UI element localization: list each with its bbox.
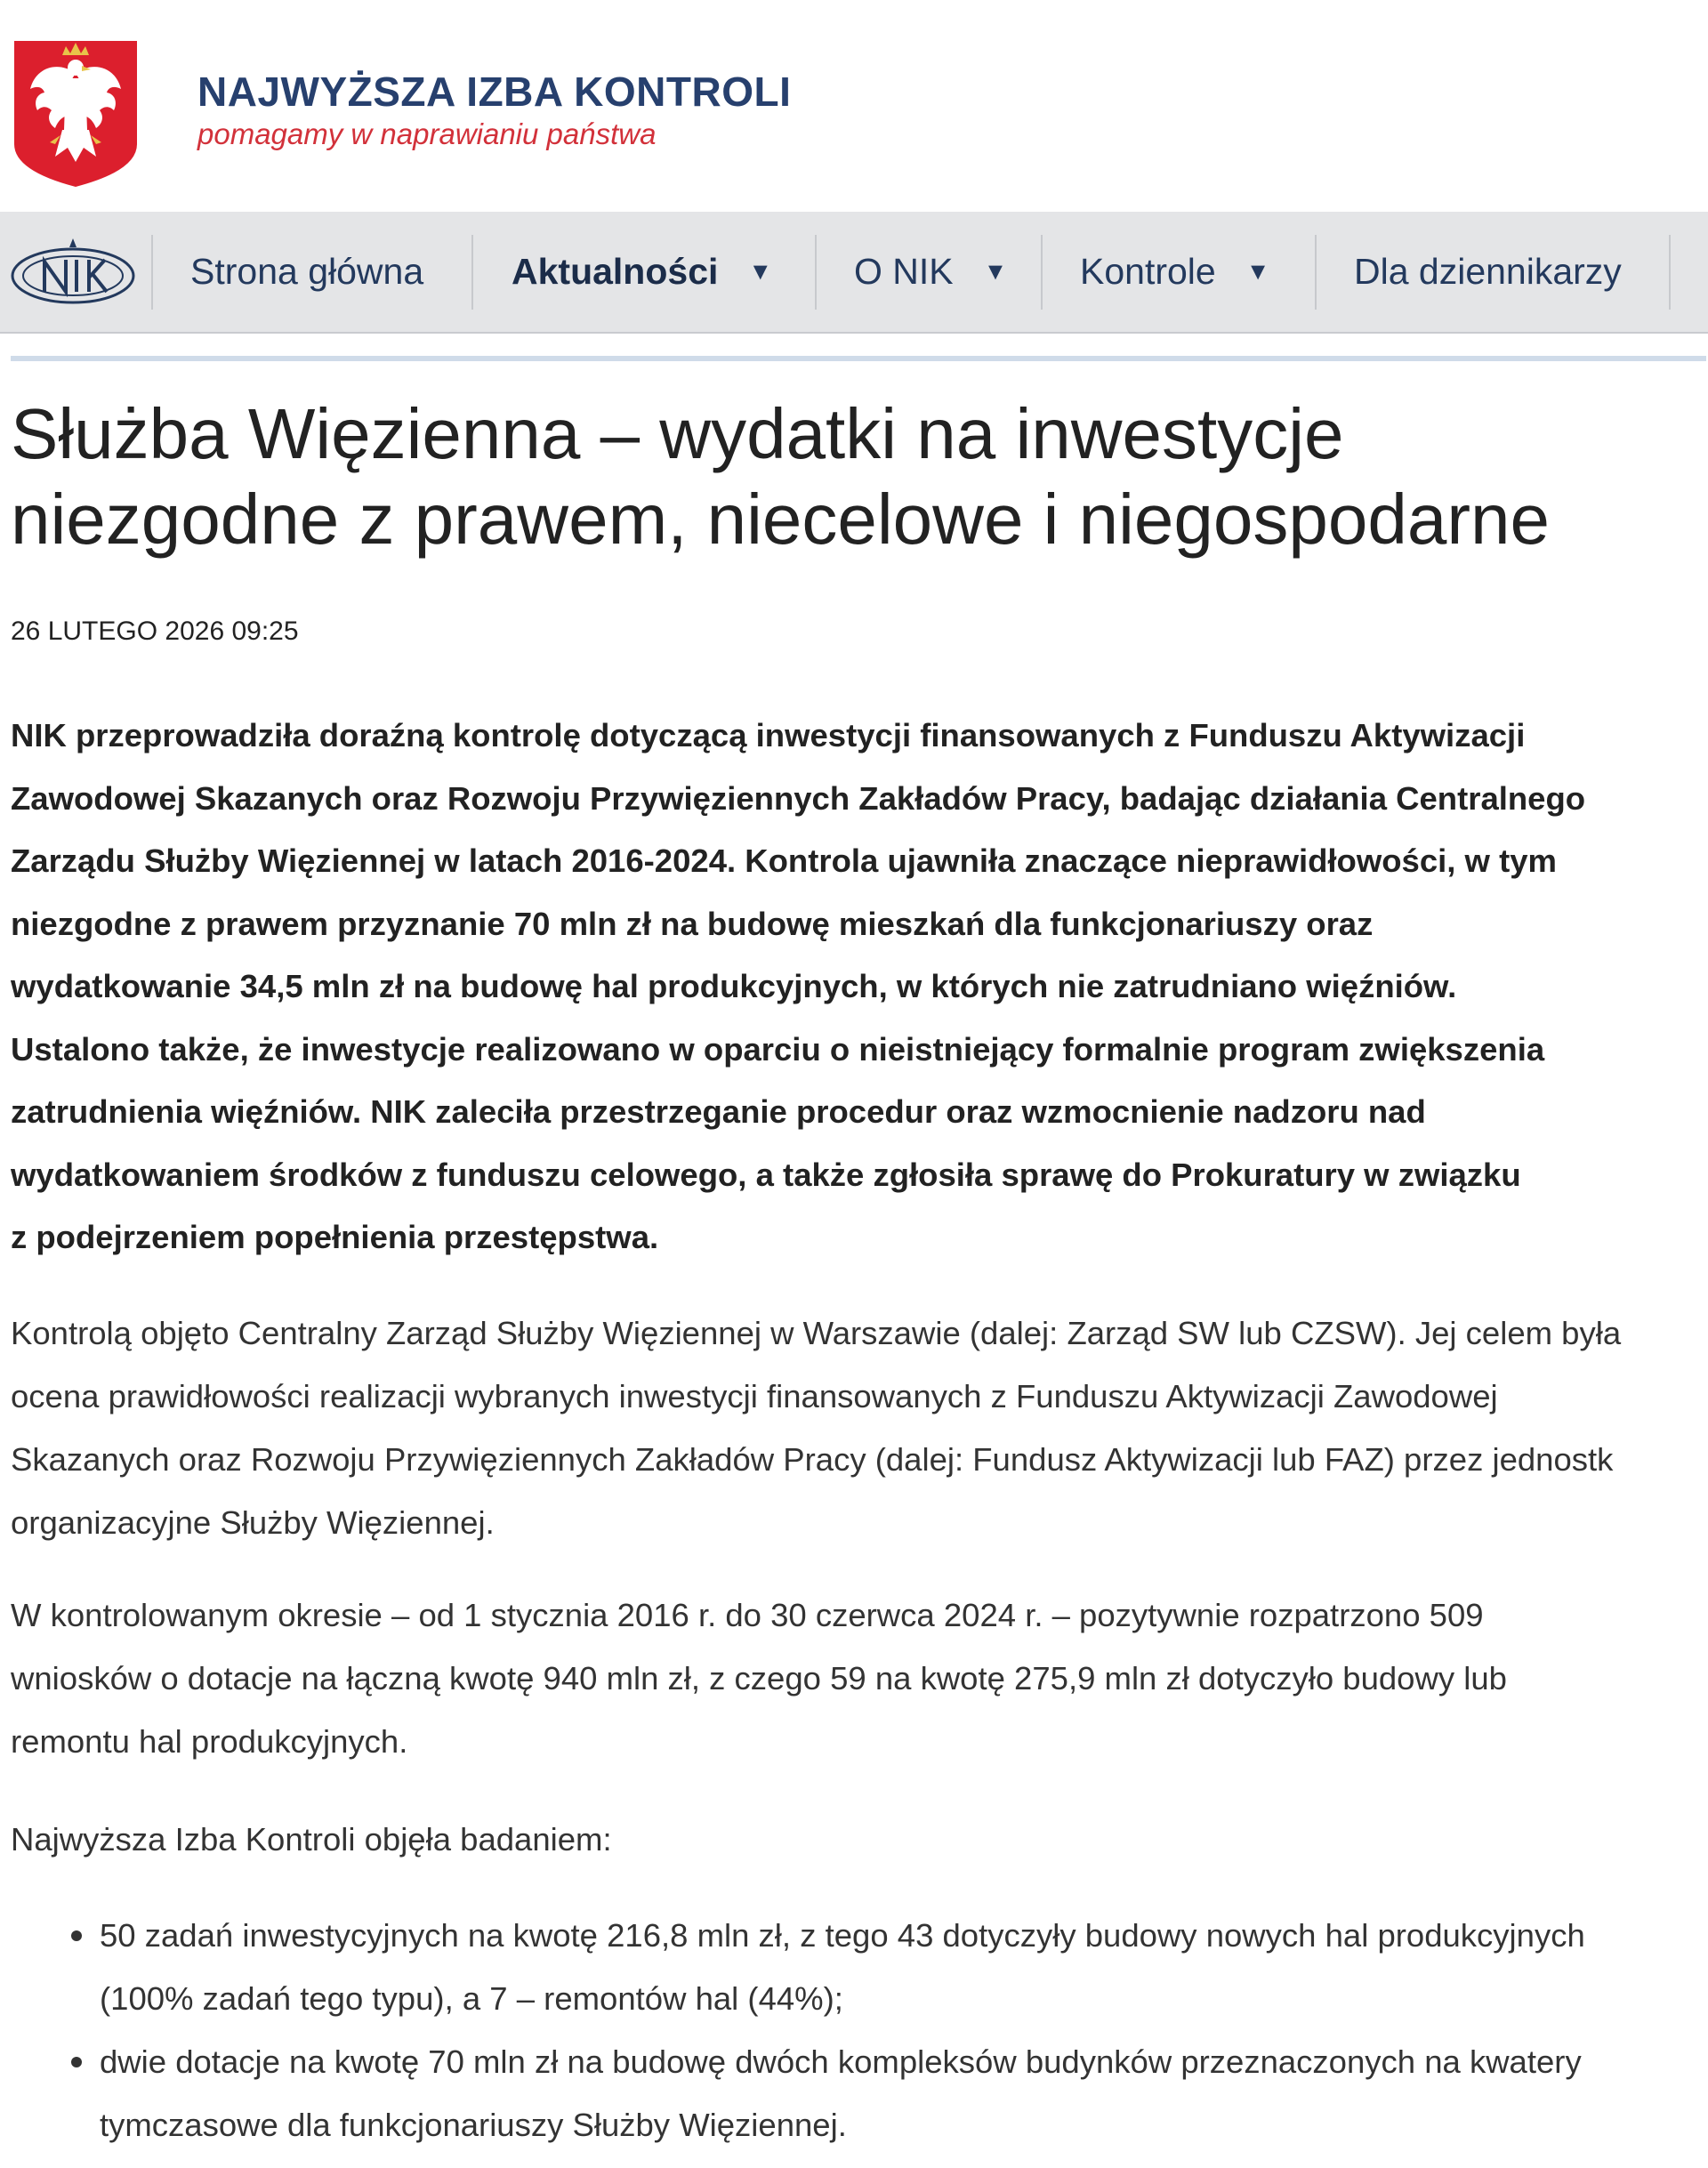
- nav-item-label: Aktualności: [512, 251, 719, 292]
- paragraph-line: remontu hal produkcyjnych.: [11, 1723, 408, 1760]
- article-lead: [11, 705, 1708, 1269]
- article-title: [11, 391, 1692, 562]
- bullet-icon: [71, 1930, 82, 1941]
- paragraph-line: Skazanych oraz Rozwoju Przywięziennych Zakładów Pracy (dalej: Fundusz Aktywizacji lub FAZ) przez jednostk: [11, 1441, 1614, 1478]
- nav-divider: [1669, 235, 1671, 310]
- lead-line: zatrudnienia więźniów. NIK zaleciła przestrzeganie procedur oraz wzmocnienie nadzoru nad: [11, 1093, 1426, 1130]
- body-paragraph: [11, 1302, 1708, 1554]
- list-item: [0, 2030, 1708, 2156]
- site-header: [0, 0, 1708, 212]
- content-divider: [11, 356, 1706, 361]
- lead-line: wydatkowaniem środków z funduszu celowego, a także zgłosiła sprawę do Prokuratury w związku: [11, 1156, 1521, 1193]
- list-item: [0, 1904, 1708, 2030]
- paragraph-line: W kontrolowanym okresie – od 1 stycznia 2016 r. do 30 czerwca 2024 r. – pozytywnie rozpatrzono 509: [11, 1597, 1484, 1633]
- lead-line: Ustalono także, że inwestycje realizowano w oparciu o nieistniejący formalnie program zwiększenia: [11, 1030, 1545, 1068]
- list-item-line: dwie dotacje na kwotę 70 mln zł na budowę dwóch kompleksów budynków przeznaczonych na kwatery: [100, 2043, 1582, 2080]
- lead-line: Zawodowej Skazanych oraz Rozwoju Przywięziennych Zakładów Pracy, badając działania Centralnego: [11, 779, 1586, 817]
- nav-item-strona-glowna[interactable]: [190, 212, 423, 332]
- nav-divider: [815, 235, 817, 310]
- title-line: niezgodne z prawem, niecelowe i niegospodarne: [11, 480, 1550, 559]
- nav-item-label: Kontrole: [1080, 251, 1216, 292]
- nav-item-label: Dla dziennikarzy: [1354, 251, 1622, 292]
- lead-line: Zarządu Służby Więziennej w latach 2016-2024. Kontrola ujawniła znaczące nieprawidłowości, w tym: [11, 842, 1557, 879]
- lead-line: z podejrzeniem popełnienia przestępstwa.: [11, 1219, 659, 1255]
- dropdown-arrow-icon: ▼: [748, 258, 773, 285]
- publication-date: 26 LUTEGO 2026 09:25: [11, 617, 299, 646]
- paragraph-line: ocena prawidłowości realizacji wybranych inwestycji finansowanych z Funduszu Aktywizacji Zawodowej: [11, 1378, 1498, 1414]
- nav-item-o-nik[interactable]: [854, 212, 1007, 332]
- lead-line: NIK przeprowadziła doraźną kontrolę dotyczącą inwestycji finansowanych z Funduszu Aktywizacji: [11, 717, 1526, 754]
- nik-monogram-logo-icon[interactable]: [7, 230, 139, 315]
- nav-divider: [1315, 235, 1317, 310]
- nav-divider: [1041, 235, 1043, 310]
- list-item-line: (100% zadań tego typu), a 7 – remontów hal (44%);: [100, 1980, 843, 2017]
- main-navigation: [0, 212, 1708, 334]
- nav-divider: [151, 235, 153, 310]
- lead-line: niezgodne z prawem przyznanie 70 mln zł na budowę mieszkań dla funkcjonariuszy oraz: [11, 905, 1374, 942]
- nav-item-aktualnosci[interactable]: [512, 212, 772, 332]
- nav-item-label: Strona główna: [190, 251, 424, 292]
- polish-eagle-emblem-icon[interactable]: [11, 37, 141, 189]
- bullet-icon: [71, 2057, 82, 2067]
- lead-line: wydatkowanie 34,5 mln zł na budowę hal produkcyjnych, w których nie zatrudniano więźniów.: [11, 968, 1457, 1004]
- body-paragraph: [11, 1808, 1708, 1871]
- nav-item-kontrole[interactable]: [1080, 212, 1269, 332]
- organization-tagline: pomagamy w naprawianiu państwa: [197, 117, 657, 150]
- list-item-line: tymczasowe dla funkcjonariuszy Służby Więziennej.: [100, 2107, 847, 2143]
- paragraph-line: Kontrolą objęto Centralny Zarząd Służby Więziennej w Warszawie (dalej: Zarząd SW lub CZSW). Jej celem była: [11, 1315, 1622, 1351]
- paragraph-line: wniosków o dotacje na łączną kwotę 940 mln zł, z czego 59 na kwotę 275,9 mln zł dotyczyło budowy lub: [11, 1660, 1507, 1697]
- title-line: Służba Więzienna – wydatki na inwestycje: [11, 394, 1344, 473]
- body-paragraph: [11, 1584, 1708, 1773]
- nav-item-dla-dziennikarzy[interactable]: [1354, 212, 1622, 332]
- dropdown-arrow-icon: ▼: [1245, 258, 1270, 285]
- nav-item-label: O NIK: [854, 251, 954, 292]
- paragraph-line: Najwyższa Izba Kontroli objęła badaniem:: [11, 1821, 612, 1858]
- dropdown-arrow-icon: ▼: [983, 258, 1008, 285]
- bullet-list: [0, 1904, 1708, 2156]
- paragraph-line: organizacyjne Służby Więziennej.: [11, 1504, 495, 1541]
- list-item-line: 50 zadań inwestycyjnych na kwotę 216,8 mln zł, z tego 43 dotyczyły budowy nowych hal produkcyjnych: [100, 1917, 1585, 1954]
- organization-name[interactable]: NAJWYŻSZA IZBA KONTROLI: [197, 69, 792, 115]
- nav-divider: [471, 235, 473, 310]
